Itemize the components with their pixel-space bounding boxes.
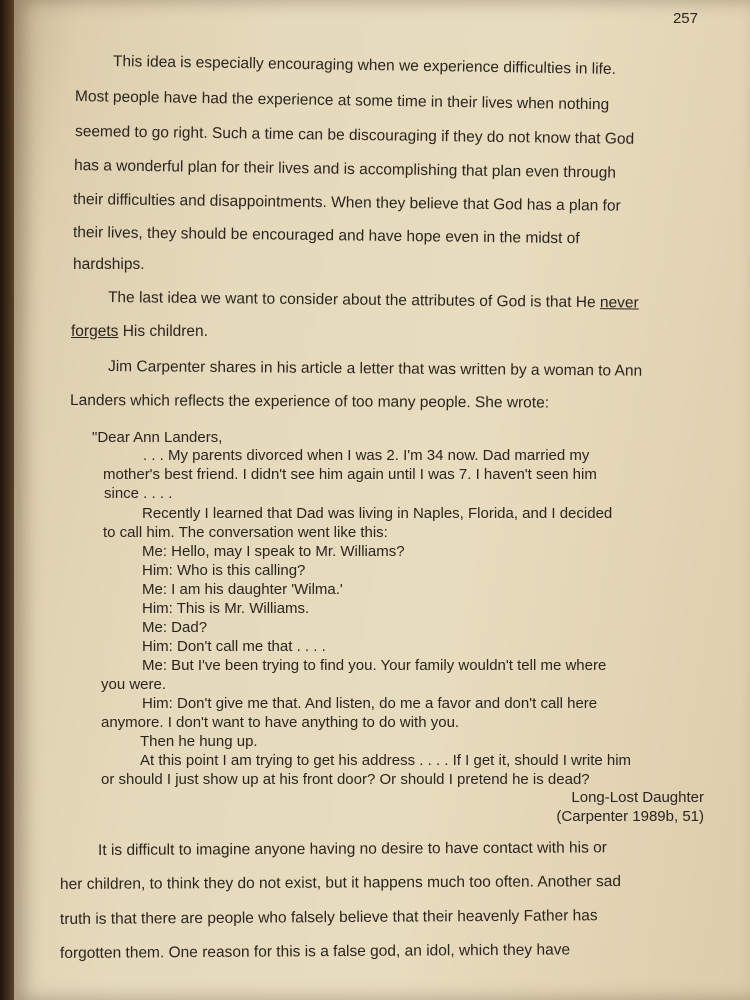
- text-run: His children.: [118, 323, 208, 340]
- letter-line: Me: Hello, may I speak to Mr. Williams?: [142, 543, 405, 560]
- body-line: Landers which reflects the experience of too many people. She wrote:: [69, 392, 550, 412]
- letter-line: to call him. The conversation went like this:: [103, 524, 388, 541]
- letter-line: Him: Don't call me that . . . .: [142, 638, 326, 655]
- letter-line: Me: But I've been trying to find you. Your family wouldn't tell me where: [142, 657, 607, 674]
- letter-line: Him: This is Mr. Williams.: [142, 600, 310, 617]
- underlined-word: never: [599, 294, 639, 312]
- body-line: forgotten them. One reason for this is a false god, an idol, which they have: [59, 941, 571, 962]
- letter-line: mother's best friend. I didn't see him again until I was 7. I haven't seen him: [103, 466, 597, 483]
- letter-line: Him: Don't give me that. And listen, do me a favor and don't call here: [142, 695, 598, 712]
- book-page: [14, 0, 750, 1000]
- letter-line: "Dear Ann Landers,: [92, 429, 223, 446]
- letter-line: . . . My parents divorced when I was 2. I'm 34 now. Dad married my: [143, 447, 590, 464]
- body-line: It is difficult to imagine anyone having no desire to have contact with his or: [97, 839, 607, 859]
- body-line: her children, to think they do not exist, but it happens much too often. Another sad: [59, 873, 621, 893]
- body-line: Most people have had the experience at some time in their lives when nothing: [74, 88, 610, 114]
- letter-line: Me: I am his daughter 'Wilma.': [142, 581, 343, 598]
- body-line: has a wonderful plan for their lives and is accomplishing that plan even through: [73, 157, 617, 182]
- underlined-word: forgets: [71, 323, 119, 340]
- text-run: The last idea we want to consider about the attributes of God is that He: [107, 289, 601, 312]
- letter-line: anymore. I don't want to have anything to do with you.: [101, 714, 460, 731]
- book-spine: [0, 0, 14, 1000]
- body-line: [71, 323, 208, 341]
- body-line: Jim Carpenter shares in his article a letter that was written by a woman to Ann: [107, 358, 643, 380]
- letter-line: Him: Who is this calling?: [142, 562, 306, 579]
- body-line: hardships.: [73, 256, 145, 273]
- body-line: seemed to go right. Such a time can be discouraging if they do not know that God: [74, 123, 635, 148]
- letter-line: you were.: [101, 676, 167, 693]
- body-line: [108, 289, 639, 313]
- citation: (Carpenter 1989b, 51): [556, 808, 704, 825]
- letter-line: Then he hung up.: [140, 733, 258, 750]
- letter-line: or should I just show up at his front door? Or should I pretend he is dead?: [101, 771, 590, 788]
- letter-line: Recently I learned that Dad was living in Naples, Florida, and I decided: [142, 505, 613, 522]
- letter-line: At this point I am trying to get his address . . . . If I get it, should I write him: [140, 752, 632, 769]
- letter-line: since . . . .: [104, 485, 173, 502]
- body-line: This idea is especially encouraging when we experience difficulties in life.: [112, 53, 616, 78]
- body-line: their difficulties and disappointments. When they believe that God has a plan for: [72, 191, 621, 215]
- letter-signature: Long-Lost Daughter: [571, 789, 704, 806]
- letter-line: Me: Dad?: [142, 619, 208, 636]
- body-line: their lives, they should be encouraged and have hope even in the midst of: [72, 224, 580, 248]
- page-number: 257: [672, 10, 698, 27]
- body-line: truth is that there are people who falsely believe that their heavenly Father has: [59, 907, 598, 928]
